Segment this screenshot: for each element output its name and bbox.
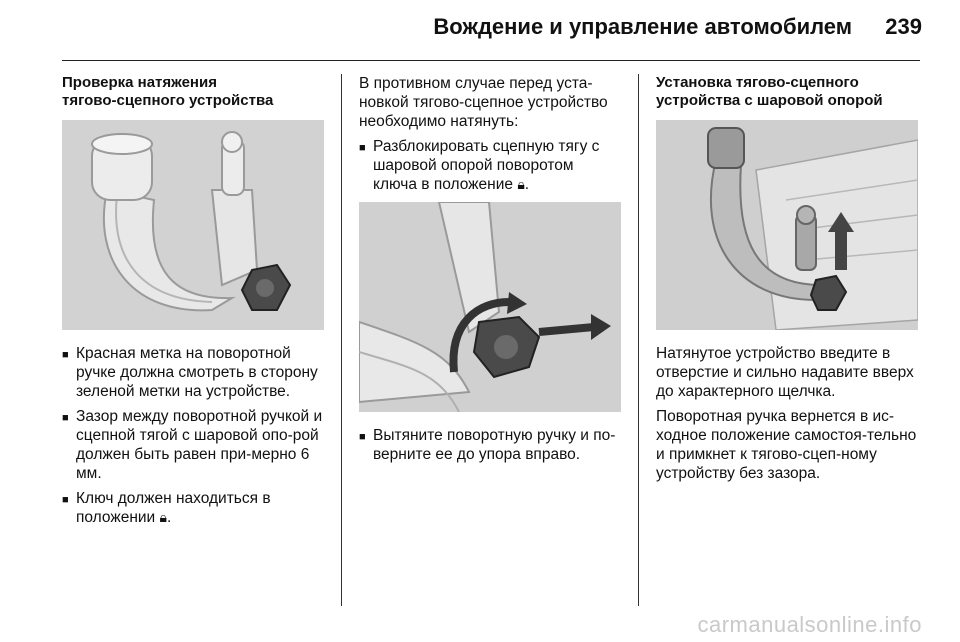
page-header-title: Вождение и управление автомобилем [433,14,852,39]
page-number: 239 [885,14,922,39]
column-3 [656,74,918,489]
bullet-text: Красная метка на поворотной ручке должна смотреть в сторону зеленой метки на устройстве. [76,345,318,400]
bullet-mark: ■ [359,431,366,443]
bullet-pull-knob [359,426,621,464]
bullet-text: Ключ должен находиться в положении 🔒︎. [76,490,271,526]
section-heading-check-tension [62,74,324,110]
bullet-red-mark [62,344,324,401]
bullet-gap [62,407,324,483]
heading-line-1: Установка тягово-сцепного [656,74,859,91]
towbar-illustration-3 [656,120,918,330]
bullet-text: Зазор между поворотной ручкой и сцепной тягой с шаровой опо-рой должен быть равен при-мерно 6 мм. [76,408,323,482]
bullet-mark: ■ [359,142,366,154]
column-divider-1 [341,74,342,606]
towbar-illustration-2 [359,202,621,412]
column-1 [62,74,324,533]
heading-line-1: Проверка натяжения [62,74,217,91]
column-divider-2 [638,74,639,606]
lock-icon: 🔒︎ [159,509,167,525]
header-divider [62,60,920,61]
heading-line-2: тягово-сцепного устройства [62,92,274,109]
bullet-mark: ■ [62,349,69,361]
bullet-text: Вытяните поворотную ручку и по-верните ее до упора вправо. [373,427,616,463]
install-paragraph-2: Поворотная ручка вернется в ис-ходное положение самостоя-тельно и примкнет к тягово-сцеп-ному устройству без зазора. [656,408,917,482]
unlock-icon: 🔒︎ [517,176,525,192]
bullet-unlock [359,137,621,194]
bullet-text: Разблокировать сцепную тягу с шаровой опорой поворотом ключа в положение 🔒︎. [373,138,600,193]
watermark: carmanualsonline.info [697,612,922,637]
column-2 [359,74,621,470]
section-heading-installation [656,74,918,110]
intro-paragraph: В противном случае перед уста-новкой тягово-сцепное устройство необходимо натянуть: [359,75,608,130]
heading-line-2: устройства с шаровой опорой [656,92,883,109]
towbar-illustration-1 [62,120,324,330]
bullet-mark: ■ [62,412,69,424]
install-paragraph-1: Натянутое устройство введите в отверстие и сильно надавите вверх до характерного щелчка. [656,345,914,400]
bullet-key-position [62,489,324,527]
bullet-mark: ■ [62,494,69,506]
